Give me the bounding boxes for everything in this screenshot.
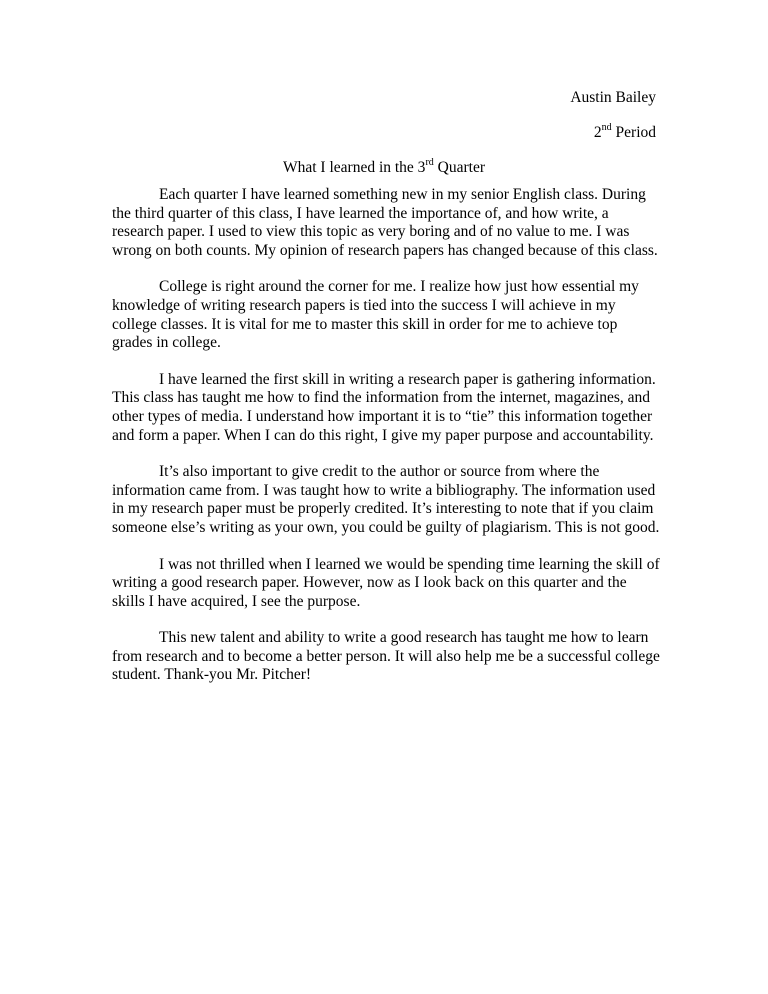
class-period — [593, 121, 656, 142]
title-prefix: What I learned in the 3 — [282, 159, 426, 176]
period-label: Period — [611, 124, 656, 141]
title-rest: Quarter — [433, 159, 485, 176]
author-name: Austin Bailey — [570, 89, 656, 106]
essay-body — [112, 186, 660, 703]
period-number: 2 — [593, 124, 602, 141]
paragraph-3: I have learned the first skill in writing a research paper is gathering information. This class has taught me how to find the information from the internet, magazines, and other types of media. I understand how important it is to “tie” this information together and form a paper. When I can do this right, I give my paper purpose and accountability. — [112, 370, 656, 444]
paragraph-5: I was not thrilled when I learned we would be spending time learning the skill of writing a good research paper. However, now as I look back on this quarter and the skills I have acquired, I see the purpose. — [112, 555, 660, 610]
period-ordinal-suffix: nd — [601, 121, 612, 133]
paragraph-6: This new talent and ability to write a good research has taught me how to learn from research and to become a better person. It will also help me be a successful college student. Thank-you Mr. Pitcher! — [112, 629, 660, 684]
paragraph-2: College is right around the corner for me. I realize how just how essential my knowledge of writing research papers is tied into the success I will achieve in my college classes. It is vital for me to master this skill in order for me to achieve top grades in college. — [112, 278, 639, 352]
paragraph-4: It’s also important to give credit to the author or source from where the information came from. I was taught how to write a bibliography. The information used in my research paper must be properly credited. It’s interesting to note that if you claim someone else’s writing as your own, you could be guilty of plagiarism. This is not good. — [112, 463, 660, 536]
paragraph-1: Each quarter I have learned something new in my senior English class. During the third quarter of this class, I have learned the importance of, and how write, a research paper. I used to view this topic as very boring and of no value to me. I was wrong on both counts. My opinion of research papers has changed because of this class. — [112, 186, 658, 259]
essay-title — [0, 156, 768, 177]
title-ordinal-suffix: rd — [425, 156, 434, 168]
